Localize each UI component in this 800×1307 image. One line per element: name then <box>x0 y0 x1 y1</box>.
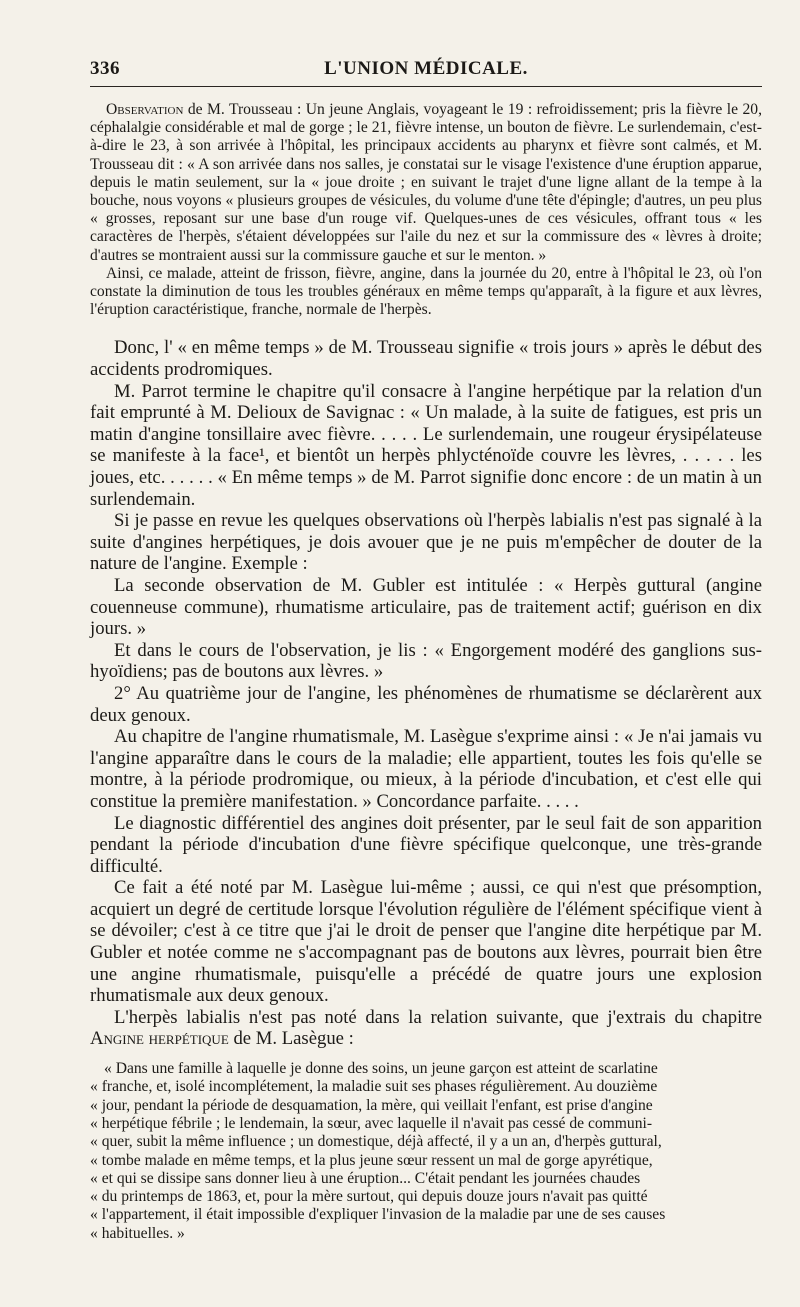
body-paragraph: Le diagnostic différentiel des angines doit présenter, par le seul fait de son apparition pendant la période d'incubation d'une fièvre spécifique quelconque, une très-grande difficulté. <box>90 812 762 877</box>
quote-line: « du printemps de 1863, et, pour la mère surtout, qui depuis douze jours n'avait pas quitté <box>90 1188 648 1206</box>
body-paragraph: Donc, l' « en même temps » de M. Trousseau signifie « trois jours » après le début des accidents prodromiques. <box>90 337 762 381</box>
body-paragraph: Au chapitre de l'angine rhumatismale, M. Lasègue s'exprime ainsi : « Je n'ai jamais vu l'angine apparaître dans le cours de la maladie; elle appartient, toutes les fois qu'elle se montre, à la période prodromique, ou mieux, à la période d'incubation, et c'est elle qui constitue la première manifestation. » Concordance parfaite. . . . . <box>90 726 762 812</box>
quote-line: « tombe malade en même temps, et la plus jeune sœur ressent un mal de gorge apyrétique, <box>90 1151 653 1169</box>
body-paragraph: Ce fait a été noté par M. Lasègue lui-même ; aussi, ce qui n'est que présomption, acquiert un degré de certitude lorsque l'évolution régulière de l'élément spécifique vient à se dévoiler; c'est à ce titre que j'ai le droit de penser que l'angine dite herpétique par M. Gubler et notée comme ne s'accompagnant pas de boutons aux lèvres, pourrait bien être une angine rhumatismale, puisqu'elle a précédé de quatre jours une explosion rhumatismale aux deux genoux. <box>90 877 762 1007</box>
page-number: 336 <box>90 58 120 79</box>
body-paragraph: 2° Au quatrième jour de l'angine, les phénomènes de rhumatisme se déclarèrent aux deux genoux. <box>90 682 762 726</box>
body-paragraph: M. Parrot termine le chapitre qu'il consacre à l'angine herpétique par la relation d'un fait emprunté à M. Delioux de Savignac : « Un malade, à la suite de fatigues, est pris un matin d'angine tonsillaire avec fièvre. . . . . Le surlendemain, une rougeur érysipélateuse se manifeste à la face¹, et bientôt un herpès phlycténoïde couvre les lèvres, . . . . . les joues, etc. . . . . . « En même temps » de M. Parrot signifie donc encore : de un matin à un surlendemain. <box>90 380 762 510</box>
body-paragraph: La seconde observation de M. Gubler est intitulée : « Herpès guttural (angine couenneuse commune), rhumatisme articulaire, pas de traitement actif; guérison en dix jours. » <box>90 574 762 640</box>
intro-tail: de M. Lasègue : <box>228 1028 354 1050</box>
quotation-paragraph <box>90 1060 762 1243</box>
quote-line: « habituelles. » <box>90 1224 185 1242</box>
quote-line: « quer, subit la même influence ; un domestique, déjà affecté, il y a un an, d'herpès guttural, <box>90 1133 662 1151</box>
quote-line: « franche, et, isolé incomplétement, la maladie suit ses phases régulièrement. Au douzième <box>90 1078 658 1096</box>
observation-paragraph: Ainsi, ce malade, atteint de frisson, fièvre, angine, dans la journée du 20, entre à l'hôpital le 23, où l'on constate la diminution de tous les troubles généraux en même temps qu'apparaît, à la figure et aux lèvres, l'éruption caractéristique, franche, normale de l'herpès. <box>90 264 762 319</box>
quote-line: « Dans une famille à laquelle je donne des soins, un jeune garçon est atteint de scarlatine <box>104 1060 658 1078</box>
observation-text: de M. Trousseau : Un jeune Anglais, voyageant le 19 : refroidissement; pris la fièvre le 20, céphalalgie considérable et mal de gorge ; le 21, fièvre intense, un bouton de fièvre. Le surlendemain, c'est-à-dire le 23, à son arrivée à l'hôpital, les principaux accidents au pharynx et fièvre sont calmés, et M. Trousseau dit : « A son arrivée dans nos salles, je constatai sur le visage l'existence d'une éruption apparue, depuis le matin seulement, sur la « joue droite ; en suivant le trajet d'une ligne allant de la tempe à la bouche, nous voyons « plusieurs groupes de vésicules, du volume d'une tête d'épingle; d'autres, un peu plus « grosses, reposant sur une base d'un rouge vif. Quelques-unes de ces vésicules, offrant tous « les caractères de l'herpès, s'étaient développées sur l'aile du nez et sur la commissure des « lèvres à droite; d'autres se montraient aussi sur la commissure gauche et sur le menton. » <box>90 101 762 264</box>
intro-text: L'herpès labialis n'est pas noté dans la relation suivante, que j'extrais du chapitre <box>114 1006 762 1028</box>
observation-block <box>90 101 762 319</box>
page-header <box>90 52 762 87</box>
quote-line: « jour, pendant la période de desquamation, la mère, qui veillait l'enfant, est prise d'angine <box>90 1096 653 1114</box>
running-title: L'UNION MÉDICALE. <box>324 58 528 79</box>
observation-paragraph <box>90 101 762 265</box>
quote-line: « l'appartement, il était impossible d'expliquer l'invasion de la maladie par une de ses causes <box>90 1206 666 1224</box>
body-paragraph-intro <box>90 1007 762 1050</box>
body-paragraph: Si je passe en revue les quelques observations où l'herpès labialis n'est pas signalé à la suite d'angines herpétiques, je dois avouer que je ne puis m'empêcher de douter de la nature de l'angine. Exemple : <box>90 510 762 575</box>
observation-lead: Observation <box>106 101 184 118</box>
body-paragraph: Et dans le cours de l'observation, je lis : « Engorgement modéré des ganglions sus-hyoïdiens; pas de boutons aux lèvres. » <box>90 639 762 683</box>
quote-line: « et qui se dissipe sans donner lieu à une éruption... C'était pendant les journées chaudes <box>90 1169 641 1187</box>
main-text <box>90 337 762 1050</box>
quotation-block <box>90 1060 762 1243</box>
quote-line: « herpétique fébrile ; le lendemain, la sœur, avec laquelle il n'avait pas cessé de communi- <box>90 1114 653 1132</box>
chapter-reference: Angine herpétique <box>90 1028 229 1050</box>
